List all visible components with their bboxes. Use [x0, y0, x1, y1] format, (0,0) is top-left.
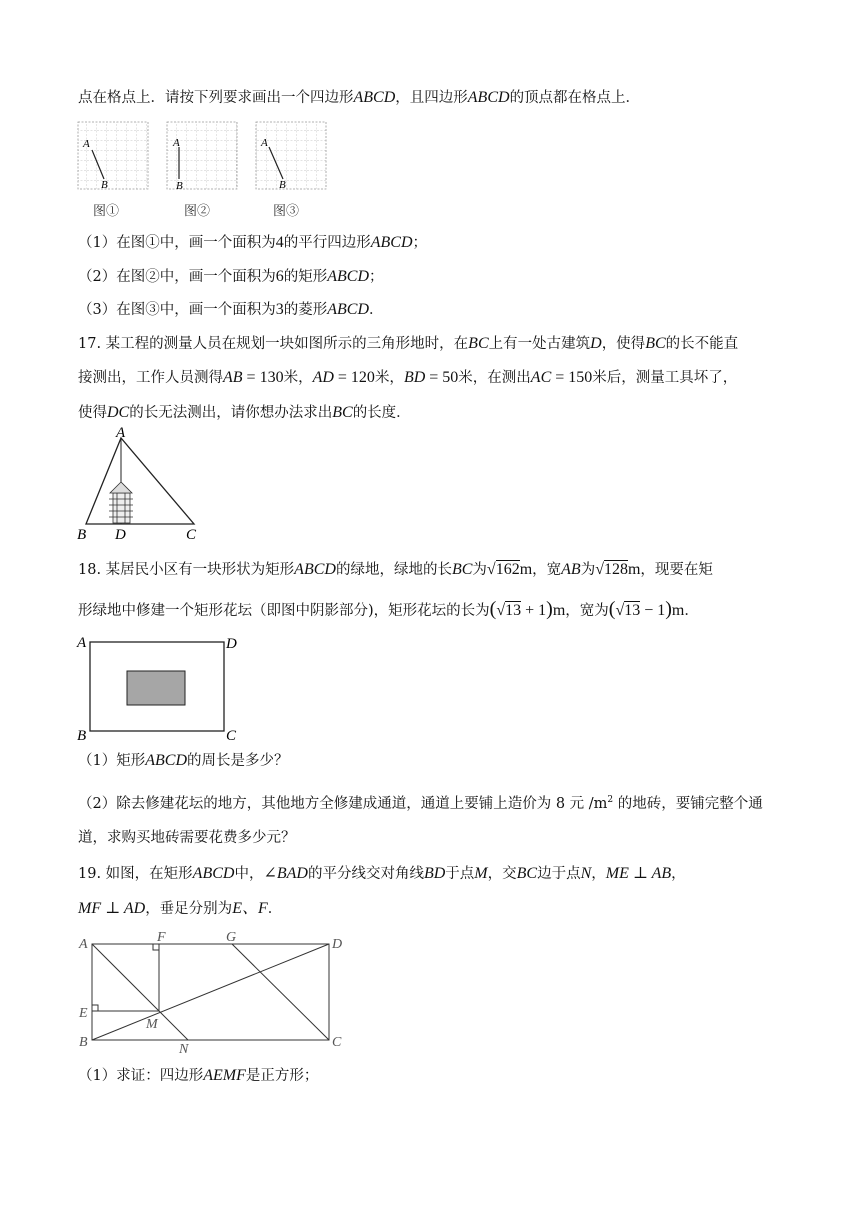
q18-part-2: （2）除去修建花坛的地方，其他地方全修建成通道，通道上要铺上造价为 8 元 $/m^2$ 的地砖，要铺完整个通 [78, 795, 763, 812]
q18-part-1: （1）矩形ABCD的周长是多少？ [78, 752, 289, 769]
q18-rectangle-figure [74, 630, 249, 745]
grid3-label-b: B [279, 179, 286, 191]
q18-label-b: B [77, 728, 87, 744]
q16-part-1: （1）在图①中，画一个面积为4的平行四边形ABCD； [78, 234, 428, 251]
q17-label-d: D [115, 527, 126, 543]
q19-label-d: D [332, 937, 343, 952]
grid-figure-2 [167, 122, 237, 192]
q18-line-2: 形绿地中修建一个矩形花坛（即图中阴影部分)，矩形花坛的长为(√13 + 1)m，宽为(√13 − 1)m． [78, 598, 699, 620]
q16-part-2: （2）在图②中，画一个面积为6的矩形ABCD； [78, 268, 384, 285]
grid-figure-3 [256, 122, 326, 191]
grid-figure-1 [78, 122, 148, 191]
q16-part-3: （3）在图③中，画一个面积为3的菱形ABCD． [78, 301, 384, 318]
q19-label-n: N [179, 1042, 189, 1056]
q19-line-1: 19. 如图，在矩形ABCD中，∠BAD的平分线交对角线BD于点M，交BC边于点N，ME ⊥ AB， [78, 865, 686, 882]
q19-label-m: M [146, 1017, 158, 1032]
q19-label-b: B [79, 1035, 88, 1050]
grid-figures [76, 120, 336, 195]
q19-part-1: （1）求证：四边形AEMF是正方形； [78, 1067, 319, 1084]
q17-label-c: C [186, 527, 197, 543]
q19-label-g: G [226, 930, 237, 945]
q19-label-a: A [79, 937, 88, 952]
q19-label-c: C [332, 1035, 342, 1050]
grid2-label-b: B [176, 180, 183, 192]
q17-label-a: A [116, 425, 126, 441]
q19-rectangle-figure [74, 926, 354, 1056]
grid3-label-a: A [261, 137, 268, 149]
intro-line: 点在格点上．请按下列要求画出一个四边形ABCD，且四边形ABCD的顶点都在格点上． [78, 89, 641, 106]
caption-fig-1: 图① [93, 204, 120, 219]
q17-line-2: 接测出，工作人员测得AB = 130米，AD = 120米，BD = 50米，在测出AC = 150米后，测量工具坏了， [78, 369, 738, 386]
q19-label-f: F [157, 930, 166, 945]
q18-part-2-cont: 道，求购买地砖需要花费多少元？ [78, 830, 296, 846]
q17-label-b: B [77, 527, 87, 543]
grid1-label-b: B [101, 179, 108, 191]
q18-label-a: A [77, 635, 87, 651]
pagoda-icon [109, 482, 133, 523]
q17-line-3: 使得DC的长无法测出，请你想办法求出BC的长度． [78, 404, 411, 421]
caption-fig-2: 图② [184, 204, 211, 219]
q18-label-d: D [226, 636, 237, 652]
q18-label-c: C [226, 728, 237, 744]
q18-line-1: 18. 某居民小区有一块形状为矩形ABCD的绿地，绿地的长BC为√162m，宽AB为√128m，现要在矩 [78, 561, 713, 578]
q19-line-2: MF ⊥ AD，垂足分别为E、F． [78, 900, 283, 917]
q17-triangle-figure [74, 425, 214, 545]
q17-line-1: 17. 某工程的测量人员在规划一块如图所示的三角形地时，在BC上有一处古建筑D，使得BC的长不能直 [78, 335, 739, 352]
grid2-label-a: A [173, 137, 180, 149]
caption-fig-3: 图③ [273, 204, 300, 219]
grid1-label-a: A [83, 138, 90, 150]
q19-label-e: E [79, 1006, 88, 1021]
